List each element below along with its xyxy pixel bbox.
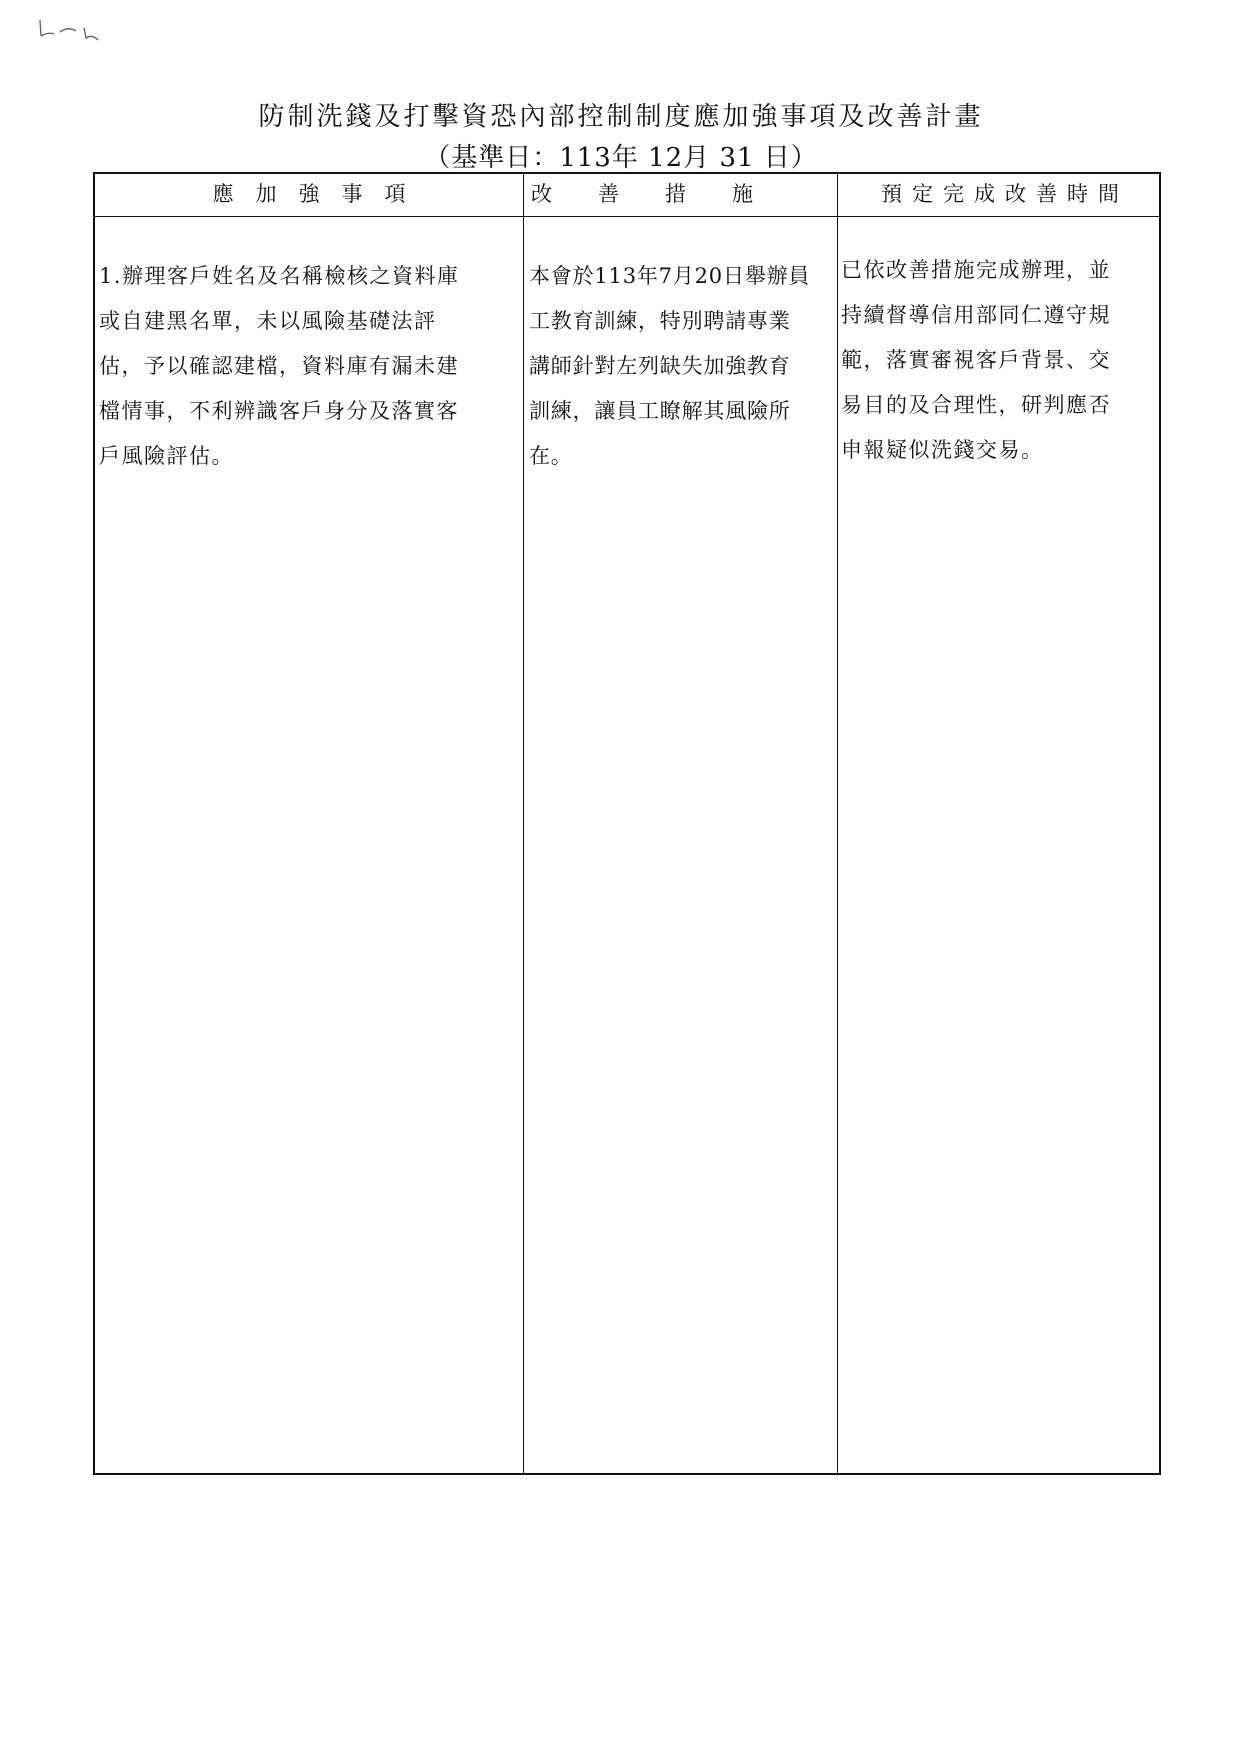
column-divider	[523, 174, 524, 1473]
cell-improvement-measure: 本會於113年7月20日舉辦員 工教育訓練，特別聘請專業 講師針對左列缺失加強教育 訓練，讓員工瞭解其風險所 在。	[529, 264, 811, 468]
document-subtitle: （基準日：113年 12月 31 日）	[424, 143, 818, 173]
cell-item-to-strengthen: 1.辦理客戶姓名及名稱檢核之資料庫 或自建黑名單，未以風險基礎法評 估，予以確認建檔，資料庫有漏未建 檔情事，不利辨識客戶身分及落實客 戶風險評估。	[99, 264, 460, 468]
table-header-row	[95, 174, 1159, 217]
handwritten-mark	[36, 14, 126, 44]
document-title: 防制洗錢及打擊資恐內部控制制度應加強事項及改善計畫	[258, 102, 984, 132]
column-divider	[837, 174, 838, 1473]
cell-scheduled-completion: 已依改善措施完成辦理，並 持續督導信用部同仁遵守規 範，落實審視客戶背景、交 易目的及合理性，研判應否 申報疑似洗錢交易。	[841, 258, 1111, 462]
header-scheduled-completion: 預定完成改善時間	[881, 182, 1129, 206]
header-improvement-measures: 改善措施	[531, 182, 799, 206]
header-items-to-strengthen: 應加強事項	[212, 182, 428, 206]
improvement-plan-table	[93, 172, 1161, 1475]
